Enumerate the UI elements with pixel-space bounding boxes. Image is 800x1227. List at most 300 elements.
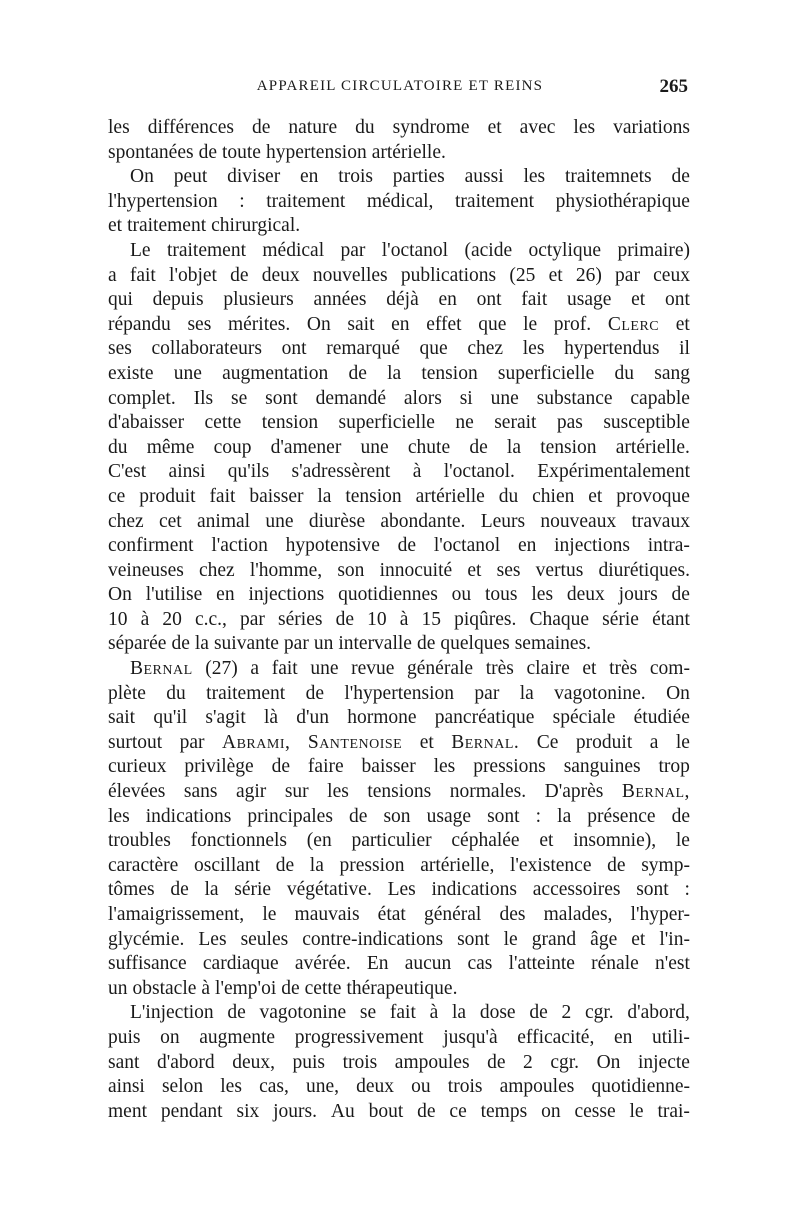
word: puis	[292, 1051, 326, 1073]
word: superficielle	[338, 412, 435, 434]
text-line	[108, 1001, 690, 1026]
word: par	[340, 239, 366, 261]
word	[622, 780, 690, 805]
word: diurétiques.	[598, 559, 690, 581]
word: produit	[575, 731, 633, 753]
word: médical,	[366, 190, 434, 212]
text-line	[108, 928, 690, 953]
word: et	[631, 928, 646, 950]
text-line	[108, 264, 690, 289]
word: artérielle.	[615, 436, 690, 458]
word: jours	[618, 584, 658, 606]
word: traitement	[127, 215, 207, 237]
text-line	[108, 116, 690, 141]
word: depuis	[152, 289, 204, 311]
word: le	[675, 731, 690, 753]
text-line	[108, 755, 690, 780]
text-line	[108, 706, 690, 731]
word: trois	[447, 1076, 483, 1098]
word: remarqué	[326, 338, 400, 360]
word: la	[309, 854, 324, 876]
word: susceptible	[603, 412, 690, 434]
word: :	[535, 805, 542, 827]
word: (27)	[205, 658, 238, 680]
word: l'amaigrissement,	[108, 904, 245, 925]
word: de	[171, 633, 190, 655]
word: substance	[536, 387, 613, 409]
word: l'utilise	[145, 584, 203, 606]
word: la	[387, 362, 402, 384]
word: ment	[108, 1100, 147, 1122]
word: fonctionnels	[190, 830, 288, 852]
word: une,	[305, 1076, 339, 1098]
word: les	[522, 338, 545, 360]
word: en	[216, 584, 235, 606]
word: rénale	[591, 953, 639, 975]
word: surtout	[108, 731, 163, 753]
word: injections	[554, 535, 630, 557]
word: sait	[108, 707, 136, 729]
word: hormone	[347, 707, 417, 729]
word: capable	[630, 387, 690, 409]
word: coup	[213, 436, 252, 458]
text-line	[108, 903, 690, 928]
word: une	[173, 362, 202, 384]
word: ses	[108, 338, 132, 360]
word: On	[596, 1051, 621, 1073]
word: quotidienne-	[591, 1076, 690, 1098]
word: utili-	[651, 1026, 690, 1048]
word: la	[204, 879, 219, 901]
word: cette	[304, 977, 342, 999]
text-line	[108, 1051, 690, 1076]
word: de	[671, 166, 690, 188]
word: sang	[654, 362, 690, 384]
word: cgr.	[584, 1002, 614, 1024]
word: ampoules	[499, 1076, 575, 1098]
author-name: Bernal.	[451, 731, 520, 753]
word: chute	[407, 436, 451, 458]
word: les	[531, 584, 554, 606]
body-text	[108, 116, 690, 1124]
word: traitemnets	[564, 166, 652, 188]
word: de	[281, 977, 300, 999]
page-number: 265	[659, 76, 688, 97]
word: C'est	[108, 461, 147, 483]
word: tension	[421, 362, 478, 384]
word: jours.	[273, 1100, 317, 1122]
word: :	[239, 190, 245, 212]
text-line	[108, 510, 690, 535]
word: particulier	[351, 830, 432, 852]
word: pressions	[473, 756, 546, 778]
word: plète	[108, 682, 146, 704]
word: médical	[262, 239, 325, 261]
word: l'octanol	[433, 535, 501, 557]
word: oscillant	[194, 854, 261, 876]
text-line	[108, 485, 690, 510]
word: 2	[523, 1051, 533, 1073]
word: de	[251, 117, 271, 138]
word: chez	[108, 510, 144, 532]
paragraph	[108, 165, 690, 239]
word: chez	[198, 559, 235, 581]
word: d'amener	[270, 436, 342, 458]
word: suivante	[213, 633, 279, 655]
word	[222, 731, 290, 756]
text-line	[108, 632, 690, 657]
word: demandé	[315, 387, 386, 409]
text-line	[108, 165, 690, 190]
word: de	[275, 854, 295, 876]
word: parties	[392, 166, 445, 188]
word: chien	[532, 485, 575, 507]
word: grand	[531, 928, 577, 950]
word: à	[429, 1002, 439, 1024]
word: insomnie),	[573, 830, 657, 852]
word: fait	[271, 658, 298, 680]
word: par	[474, 682, 500, 704]
word: par	[615, 264, 640, 286]
word: curieux	[108, 756, 167, 778]
word: du	[166, 682, 186, 704]
text-line	[108, 337, 690, 362]
word: de	[417, 1100, 436, 1122]
word: ainsi	[108, 1076, 145, 1098]
word: il	[679, 338, 690, 360]
word: la	[452, 1002, 467, 1024]
word: du	[355, 117, 375, 138]
word: primaire)	[617, 239, 690, 261]
text-line	[108, 780, 690, 805]
word: (acide	[464, 239, 513, 261]
word: vagotonine	[259, 1002, 347, 1024]
text-line	[108, 1026, 690, 1051]
author-name: Bernal	[130, 658, 193, 680]
word: une	[490, 387, 519, 409]
word: les	[220, 1076, 242, 1098]
paragraph	[108, 657, 690, 1001]
word: très	[485, 658, 514, 680]
word: l'existence	[510, 854, 592, 876]
word: la	[194, 633, 209, 655]
text-line	[108, 239, 690, 264]
word: prof.	[553, 313, 592, 335]
word: le	[523, 313, 538, 335]
word: cardiaque	[202, 953, 279, 975]
word: principales	[247, 805, 333, 827]
word: glycémie.	[108, 928, 185, 950]
word: a	[649, 731, 659, 753]
word: et	[108, 215, 123, 237]
word: dose	[479, 1002, 516, 1024]
word: de	[170, 879, 189, 901]
word: à	[201, 977, 211, 999]
word: les	[108, 805, 130, 827]
word: 10	[367, 608, 387, 630]
author-name: Clerc	[607, 313, 660, 335]
text-line	[108, 141, 690, 166]
text-line	[108, 731, 690, 756]
word: en	[613, 1026, 633, 1048]
text-line	[108, 411, 690, 436]
word: semaines.	[514, 633, 592, 655]
word: toute	[221, 141, 261, 163]
word: intervalle	[338, 633, 412, 655]
word: son	[337, 559, 365, 581]
word: qui	[108, 289, 133, 311]
word: série	[602, 608, 639, 630]
word: et	[467, 559, 482, 581]
word: sur	[284, 781, 309, 803]
word: Ils	[193, 387, 214, 409]
word: de	[671, 584, 690, 606]
word: deux	[261, 264, 300, 286]
word: et	[675, 313, 690, 335]
word: l'in-	[659, 928, 690, 950]
word: artérielle.	[371, 141, 446, 163]
word: puis	[108, 1026, 141, 1048]
word: confirment	[108, 535, 194, 557]
word: sont	[636, 879, 669, 901]
word: la	[506, 436, 521, 458]
word	[451, 731, 519, 756]
word: si	[459, 387, 473, 409]
word: On	[108, 584, 132, 606]
word: deux,	[232, 1051, 275, 1073]
text-line	[108, 829, 690, 854]
word: jusqu'à	[443, 1026, 498, 1048]
word: deux	[356, 1076, 395, 1098]
word: spontanées	[108, 141, 194, 163]
word: et	[582, 658, 597, 680]
word: répandu	[108, 313, 171, 335]
word: séparée	[108, 633, 167, 655]
word: avérée.	[294, 953, 351, 975]
paragraph	[108, 116, 690, 165]
word: produit	[139, 485, 196, 507]
author-name: Santenoise	[307, 731, 403, 753]
word: en	[438, 289, 457, 311]
word: nouvelles	[312, 264, 388, 286]
word: s'adressèrent	[291, 461, 391, 483]
word: la	[317, 485, 332, 507]
word: par	[240, 608, 265, 630]
word: tous	[485, 584, 518, 606]
word: de	[305, 682, 324, 704]
word: des	[499, 904, 526, 925]
word: séries	[278, 608, 323, 630]
word: fait	[129, 264, 156, 286]
word: on	[160, 1026, 180, 1048]
word: contre-indications	[302, 928, 444, 950]
word: thérapeutique.	[346, 977, 458, 999]
word: et	[631, 289, 646, 311]
word: physiothérapique	[555, 190, 690, 212]
word: tension	[345, 485, 402, 507]
word: injections	[248, 584, 325, 606]
word: ou	[411, 1076, 431, 1098]
word: de	[416, 633, 436, 655]
text-line	[108, 436, 690, 461]
word: ce	[108, 485, 126, 507]
word: la	[519, 682, 534, 704]
word: de	[335, 608, 354, 630]
word: de	[348, 362, 367, 384]
text-line	[108, 682, 690, 707]
word: innocuité	[379, 559, 453, 581]
word: syndrome	[392, 117, 470, 138]
word: L'injection	[130, 1002, 214, 1024]
word: un	[108, 977, 128, 999]
word: qu'ils	[227, 461, 270, 483]
word: spéciale	[552, 707, 616, 729]
word: veineuses	[108, 559, 184, 581]
word: provoque	[616, 485, 690, 507]
word: nouveaux	[540, 510, 617, 532]
word: tensions	[367, 781, 432, 803]
word: l'hypertension	[108, 190, 218, 212]
word: les	[523, 166, 546, 188]
word: ne	[455, 412, 474, 434]
word: Chaque	[529, 608, 590, 630]
word: serait	[494, 412, 537, 434]
word: d'abord,	[627, 1002, 690, 1024]
word: en	[391, 313, 410, 335]
word: intra-	[647, 535, 690, 557]
word: diurèse	[308, 510, 366, 532]
word: complet.	[108, 387, 176, 409]
word: qu'il	[153, 707, 188, 729]
text-line	[108, 387, 690, 412]
word: végétative.	[286, 879, 372, 901]
word: baisser	[361, 756, 416, 778]
word: selon	[161, 1076, 204, 1098]
word: le	[675, 830, 690, 852]
word: On	[130, 166, 154, 188]
word: seules	[240, 928, 289, 950]
word: artérielle	[415, 485, 485, 507]
word: traitement	[266, 190, 346, 212]
word: de	[671, 805, 690, 827]
word: publications	[400, 264, 497, 286]
word: peut	[173, 166, 208, 188]
word: très	[609, 658, 638, 680]
word: 10	[108, 608, 128, 630]
word: 15	[421, 608, 441, 630]
word: le	[503, 928, 518, 950]
word: effet	[426, 313, 462, 335]
word: ampoules	[394, 1051, 470, 1073]
word: On	[666, 682, 690, 704]
word: nature	[288, 117, 338, 138]
word: Les	[387, 879, 416, 901]
word: de	[349, 805, 368, 827]
text-line	[108, 214, 690, 239]
word: de	[230, 264, 249, 286]
word: six	[236, 1100, 260, 1122]
word: général	[423, 904, 482, 925]
word: Les	[198, 928, 227, 950]
word: quotidiennes	[338, 584, 438, 606]
text-line	[108, 805, 690, 830]
text-line	[108, 583, 690, 608]
word: suffisance	[108, 953, 187, 975]
word: s'agit	[205, 707, 246, 729]
word: tension	[540, 436, 597, 458]
word	[130, 657, 193, 682]
word: cette	[204, 412, 242, 434]
word: (25	[509, 264, 536, 286]
word: revue	[351, 658, 395, 680]
word: symp-	[641, 854, 690, 876]
word: efficacité,	[517, 1026, 595, 1048]
word: cas,	[259, 1076, 289, 1098]
word: l'octanol.	[443, 461, 515, 483]
page-header	[110, 76, 690, 104]
word: com-	[649, 658, 690, 680]
text-line	[108, 608, 690, 633]
word: pancréatique	[434, 707, 535, 729]
paragraph	[108, 1001, 690, 1124]
word: alors	[403, 387, 442, 409]
text-line	[108, 559, 690, 584]
word: la	[557, 805, 572, 827]
word: cet	[159, 510, 182, 532]
author-name: Abrami,	[222, 731, 291, 753]
word: sant	[108, 1051, 140, 1073]
word: générale	[407, 658, 474, 680]
text-line	[108, 1100, 690, 1125]
word: plusieurs	[223, 289, 294, 311]
word: existe	[108, 362, 154, 384]
word: vagotonine.	[554, 682, 646, 704]
word: une	[310, 658, 339, 680]
word: sont	[265, 387, 298, 409]
word: d'abord	[156, 1051, 215, 1073]
text-line	[108, 288, 690, 313]
word: animal	[197, 510, 251, 532]
word: hypotensive	[285, 535, 380, 557]
word: une	[265, 510, 294, 532]
text-line	[108, 657, 690, 682]
word: augmentation	[222, 362, 329, 384]
word: en	[517, 535, 537, 557]
word: collaborateurs	[151, 338, 262, 360]
text-line	[108, 362, 690, 387]
word: de	[271, 756, 291, 778]
word: son	[383, 805, 411, 827]
word: trai-	[657, 1100, 690, 1122]
word: Leurs	[480, 510, 526, 532]
word: sont	[487, 805, 520, 827]
word: D'après	[544, 781, 604, 803]
word: pendant	[160, 1100, 223, 1122]
word: années	[313, 289, 367, 311]
word: fait	[209, 485, 236, 507]
word: temps	[480, 1100, 528, 1122]
text-line	[108, 313, 690, 338]
word: mauvais	[294, 904, 360, 925]
word: de	[227, 1002, 246, 1024]
word: cesse	[574, 1100, 616, 1122]
word: avec	[519, 117, 556, 138]
word: élevées	[108, 781, 166, 803]
text-line	[108, 534, 690, 559]
word: sanguines	[563, 756, 641, 778]
word: n'est	[654, 953, 690, 975]
word: ou	[451, 584, 472, 606]
